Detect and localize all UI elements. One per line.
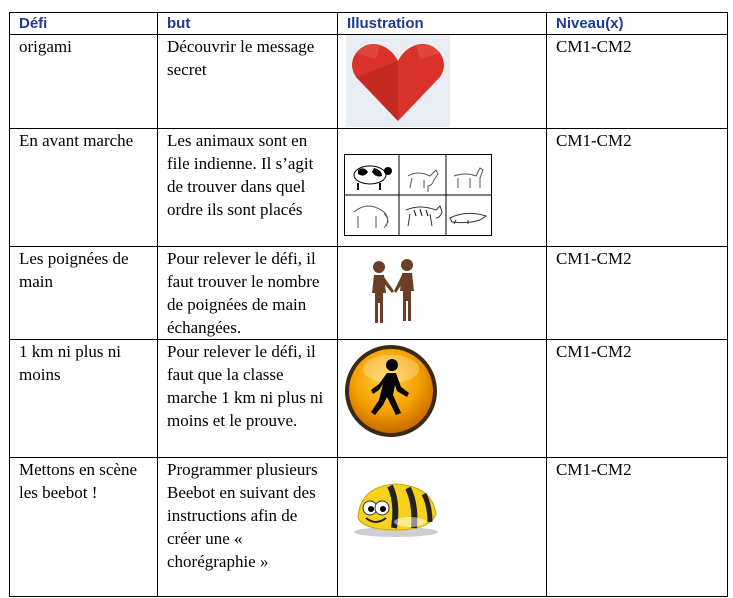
niveau-cell: CM1-CM2 [547, 458, 728, 597]
illustration-cell [338, 129, 547, 247]
table-header-row [10, 13, 728, 35]
illustration-cell [338, 458, 547, 597]
defi-cell: En avant marche [10, 129, 158, 247]
but-cell: Découvrir le message secret [158, 35, 338, 129]
beebot-robot-icon [350, 474, 442, 538]
but-cell: Pour relever le défi, il faut trouver le nombre de poignées de main échangées. [158, 247, 338, 340]
defi-cell: Mettons en scène les beebot ! [10, 458, 158, 597]
niveau-cell: CM1-CM2 [547, 129, 728, 247]
defi-cell: Les poignées de main [10, 247, 158, 340]
defis-table [9, 12, 728, 597]
table-row [10, 129, 728, 247]
header-illustration: Illustration [338, 13, 547, 35]
niveau-cell: CM1-CM2 [547, 340, 728, 458]
but-cell: Les animaux sont en file indienne. Il s’agit de trouver dans quel ordre ils sont placés [158, 129, 338, 247]
table-row [10, 35, 728, 129]
header-but: but [158, 13, 338, 35]
niveau-cell: CM1-CM2 [547, 35, 728, 129]
table-row [10, 247, 728, 340]
table-row [10, 458, 728, 597]
niveau-cell: CM1-CM2 [547, 247, 728, 340]
defi-cell: origami [10, 35, 158, 129]
header-niveau: Niveau(x) [547, 13, 728, 35]
header-defi: Défi [10, 13, 158, 35]
defi-cell: 1 km ni plus ni moins [10, 340, 158, 458]
but-cell: Programmer plusieurs Beebot en suivant des instructions afin de créer une « chorégraphie » [158, 458, 338, 597]
illustration-cell [338, 35, 547, 129]
handshake-figures-icon [367, 259, 421, 331]
table-row [10, 340, 728, 458]
animals-grid-icon [344, 154, 492, 236]
origami-heart-icon [346, 35, 450, 127]
but-cell: Pour relever le défi, il faut que la classe marche 1 km ni plus ni moins et le prouve. [158, 340, 338, 458]
illustration-cell [338, 247, 547, 340]
illustration-cell [338, 340, 547, 458]
walking-person-icon [343, 343, 439, 439]
